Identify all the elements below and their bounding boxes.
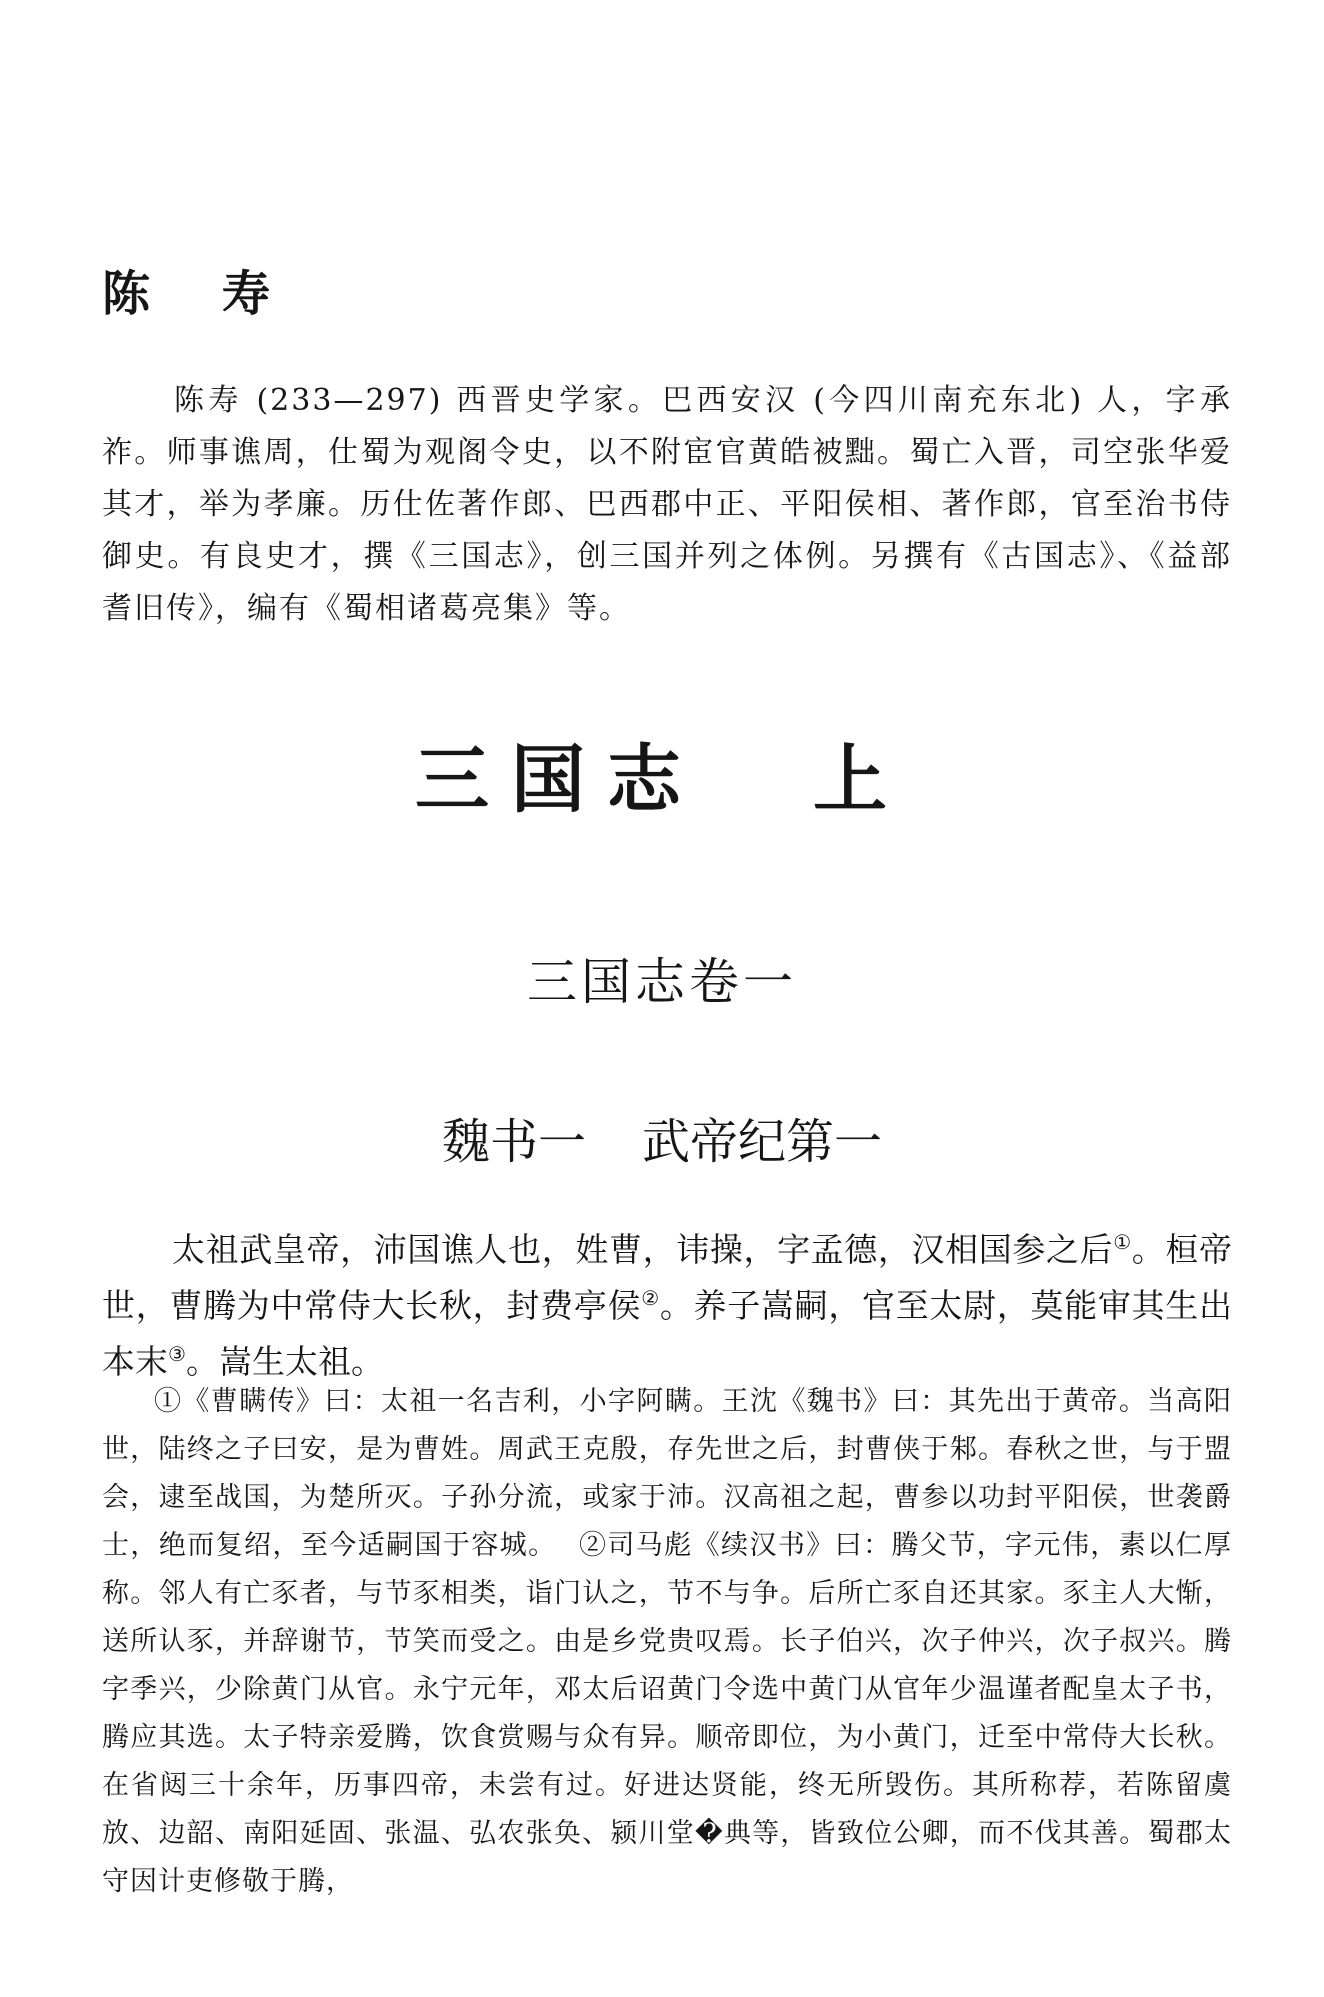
book-title bbox=[0, 735, 1324, 825]
main-text-segment: 。桓帝世，曹腾为中常侍大长秋，封费亭侯 bbox=[102, 1230, 1232, 1325]
author-heading: 陈寿 bbox=[102, 266, 343, 322]
section-title bbox=[0, 1110, 1324, 1174]
volume-title: 三国志卷一 bbox=[527, 953, 797, 1011]
main-text-segment: 太祖武皇帝，沛国谯人也，姓曹，讳操，字孟德，汉相国参之后 bbox=[172, 1230, 1114, 1269]
section-chapter: 武帝纪第一 bbox=[642, 1114, 883, 1170]
annotation-notes bbox=[102, 1378, 1232, 1906]
book-title-text: 三国志 bbox=[415, 737, 703, 823]
main-text bbox=[102, 1222, 1232, 1390]
main-text-segment: 。嵩生太祖。 bbox=[185, 1342, 384, 1381]
book-part: 上 bbox=[813, 737, 909, 823]
author-bio: 陈寿 (233—297) 西晋史学家。巴西安汉 (今四川南充东北) 人，字承祚。师事谯周，仕蜀为观阁令史，以不附宦官黄皓被黜。蜀亡入晋，司空张华爱其才，举为孝廉。历仕佐著作郎、巴西郡中正、平阳侯相、著作郎，官至治书侍御史。有良史才，撰《三国志》，创三国并列之体例。另撰有《古国志》、《益部耆旧传》，编有《蜀相诸葛亮集》等。 bbox=[102, 383, 1232, 626]
note-1: ①《曹瞒传》曰：太祖一名吉利，小字阿瞒。王沈《魏书》曰：其先出于黄帝。当高阳世，陆终之子曰安，是为曹姓。周武王克殷，存先世之后，封曹侠于邾。春秋之世，与于盟会，逮至战国，为楚所灭。子孙分流，或家于沛。汉高祖之起，曹参以功封平阳侯，世袭爵士，绝而复绍，至今适嗣国于容城。 bbox=[102, 1386, 1232, 1561]
note-2: ②司马彪《续汉书》曰：腾父节，字元伟，素以仁厚称。邻人有亡豕者，与节豕相类，诣门认之，节不与争。后所亡豕自还其家。豕主人大惭，送所认豕，并辞谢节，节笑而受之。由是乡党贵叹焉。长子伯兴，次子仲兴，次子叔兴。腾字季兴，少除黄门从官。永宁元年，邓太后诏黄门令选中黄门从官年少温谨者配皇太子书，腾应其选。太子特亲爱腾，饮食赏赐与众有异。顺帝即位，为小黄门，迁至中常侍大长秋。在省闼三十余年，历事四帝，未尝有过。好进达贤能，终无所毁伤。其所称荐，若陈留虞放、边韶、南阳延固、张温、弘农张奂、颍川堂�典等，皆致位公卿，而不伐其善。蜀郡太守因计吏修敬于腾， bbox=[102, 1530, 1233, 1897]
main-text-segment: 。养子嵩嗣，官至太尉，莫能审其生出本末 bbox=[102, 1286, 1233, 1381]
footnote-ref-2: ② bbox=[641, 1286, 660, 1310]
footnote-ref-3: ③ bbox=[168, 1342, 186, 1366]
footnote-ref-1: ① bbox=[1113, 1230, 1132, 1254]
section-book: 魏书一 bbox=[441, 1114, 586, 1170]
